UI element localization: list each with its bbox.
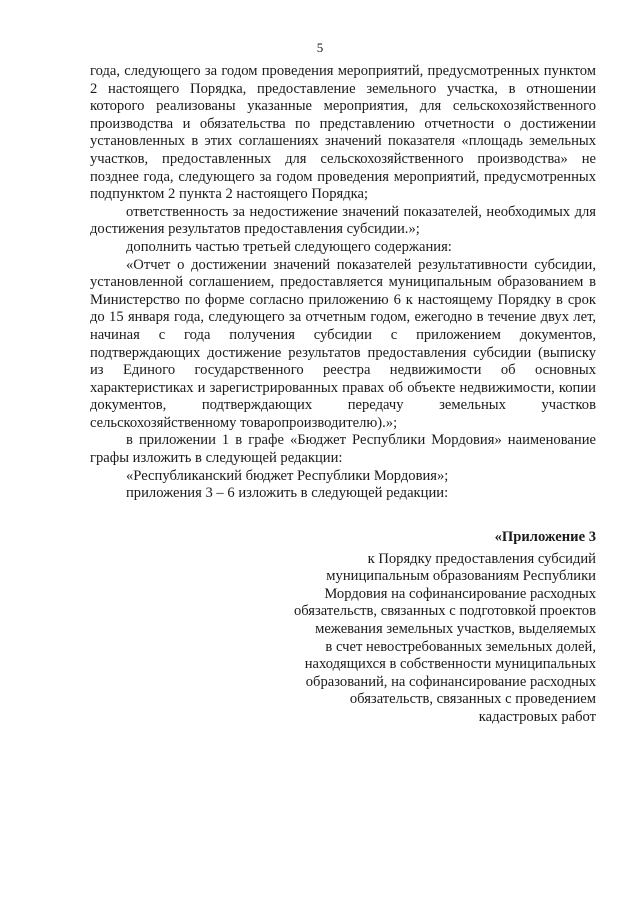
- appendix-line: находящихся в собственности муниципальных: [304, 656, 596, 673]
- appendix-line: к Порядку предоставления субсидий: [367, 550, 596, 567]
- appendix-title: «Приложение 3: [494, 529, 596, 545]
- appendix-line: обязательств, связанных с проведением: [349, 691, 596, 708]
- appendix-line: межевания земельных участков, выделяемых: [315, 620, 596, 637]
- appendix-header: [276, 529, 596, 727]
- appendix-line: муниципальным образованиям Республики: [326, 568, 596, 585]
- paragraph-1: года, следующего за годом проведения мероприятий, предусмотренных пунктом 2 настоящего Порядка, предоставление земельного участка, в отношении которого реализованы указанные мероприятия, для сельскохозяйственного производства и обязательства по представлению отчетности о достижении установленных в этих соглашениях значений показателя «площадь земельных участков, предоставленных для сельскохозяйственного производства» не позднее года, следующего за годом проведения мероприятий, предусмотренных подпунктом 2 пункта 2 настоящего Порядка;: [90, 63, 596, 203]
- paragraph-7: приложения 3 – 6 изложить в следующей редакции:: [126, 485, 449, 502]
- paragraph-6: «Республиканский бюджет Республики Мордовия»;: [126, 467, 449, 484]
- appendix-line: Мордовия на софинансирование расходных: [324, 585, 596, 602]
- appendix-line: обязательств, связанных с подготовкой проектов: [293, 603, 596, 620]
- page-number: 5: [316, 40, 324, 55]
- appendix-line: в счет невостребованных земельных долей,: [325, 638, 596, 655]
- appendix-line: кадастровых работ: [478, 708, 596, 725]
- appendix-line: образований, на софинансирование расходных: [305, 673, 596, 690]
- paragraph-5: в приложении 1 в графе «Бюджет Республики Мордовия» наименование графы изложить в следующей редакции:: [90, 432, 596, 467]
- paragraph-3: дополнить частью третьей следующего содержания:: [126, 238, 452, 255]
- paragraph-2: ответственность за недостижение значений показателей, необходимых для достижения результатов предоставления субсидии.»;: [90, 203, 596, 238]
- body-text: [90, 63, 596, 503]
- paragraph-4: «Отчет о достижении значений показателей результативности субсидии, установленной соглашением, предоставляется муниципальным образованием в Министерство по форме согласно приложению 6 к настоящему Порядку в срок до 15 января года, следующего за отчетным годом, ежегодно в течение двух лет, начиная с года получения субсидии с приложением документов, подтверждающих достижение результатов предоставления субсидии (выписку из Единого государственного реестра недвижимости об основных характеристиках и зарегистрированных правах об объекте недвижимости, копии документов, подтверждающих передачу земельных участков сельскохозяйственному товаропроизводителю).»;: [90, 256, 596, 431]
